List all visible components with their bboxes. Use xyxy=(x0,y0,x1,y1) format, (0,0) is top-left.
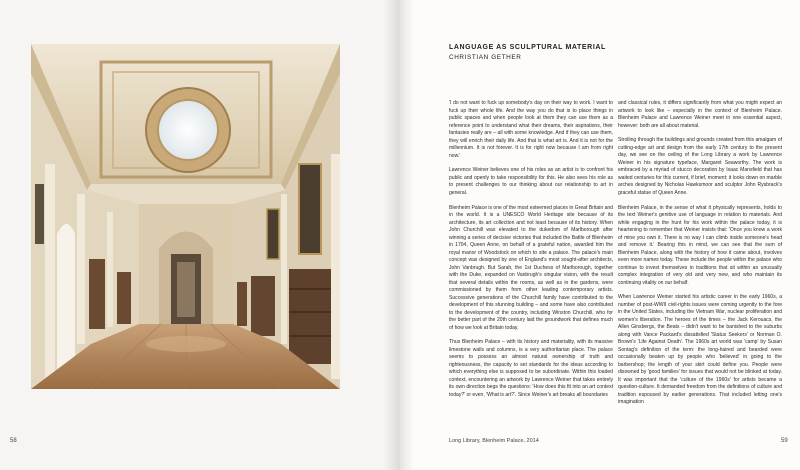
paragraph: and classical rules, it differs significantly from what you might expect an artwork to look like – especially in the context of Blenheim Palace. Blenheim Palace and Lawrence Weiner meet in one essential aspect, however: both are all about material. xyxy=(618,100,782,129)
paragraph: Blenheim Palace is one of the most esteemed places in Great Britain and in the world. It is a UNESCO World Heritage site because of its architecture, its art collection and not least because of its history. When John Churchill was elevated to the dukedom of Marlborough after winning a series of decisive victories that included the Battle of Blenheim in 1704, Queen Anne, on behalf of a grateful nation, awarded him the royal manor of Woodstock on which to site a palace. The palace's main concept was designed by one of England's most sought-after architects, John Vanbrugh. But Sarah, the 1st Duchess of Marlborough, together with the Duke, expanded on Vanbrugh's singular vision, with the result that several details within the rooms, as well as in the gardens, were commissioned by them from other leading contemporary artists. Successive generations of the Churchill family have contributed to the development of this stunning building – and some have also contributed to the development of the country, including Winston Churchill, who for the better part of the 20th century laid the groundwork that defines much of how we look at Britain today. xyxy=(449,204,613,331)
photo-caption: Long Library, Blenheim Palace, 2014 xyxy=(449,438,539,444)
article-author: CHRISTIAN GETHER xyxy=(449,54,522,61)
paragraph: 'I do not want to fuck up somebody's day on their way to work. I want to fuck up their whole life. And the way you do that is to place things in public spaces and when people look at them they can use them as a reference point to understand what their dreams, their aspirations, their fantasies really are – all with some knowledge. And if they can use them, they will enrich their daily life. And that is what art is. And it is not for the millennium. It is not forever. It is for right now because I am from right now.' xyxy=(449,100,613,159)
paragraph: Thus Blenheim Palace – with its history and materiality, with its massive limestone walls and columns, is a very authoritarian place. The palace seems to possess an almost natural ownership of truth and righteousness, the capacity to set standards for the ideas according to which everything else is supposed to be subordinate. Within this loaded context, encountering an artwork by Lawrence Weiner that takes entirely its own direction begs the questions: 'How does this fit into an art context today?' or even, 'What is art?'. Since Weiner's art breaks all boundaries xyxy=(449,339,613,398)
paragraph: Blenheim Palace, in the sense of what it physically represents, holds to the text Weiner's genitive use of language in relation to materials. And while engaging in the hunt for his work within the palace today, it is heartening to remember that Weiner insists that: 'Once you know a work of mine you own it. There is no way I can climb inside someone's head and remove it.' Bearing this in mind, we can see that the sum of Blenheim Palace, along with the history of how it came about, involves even more names today. These include the people within the palace who continue to invest themselves in traditions that sit within an unusually complex integration of very old and very new, and who maintain its continuing vitality on our behalf. xyxy=(618,204,782,286)
text-column-2 xyxy=(618,100,782,414)
paragraph: When Lawrence Weiner started his artistic career in the early 1960s, a number of post-WWII civil-rights issues were coming urgently to the fore in the United States, including the Vietnam War, nuclear proliferation and women's liberation. The heroes of the times – the Jack Kerouacs, the Allen Ginsbergs, the Beats – didn't want to be banished to the suburbs along with Vance Packard's dissatisfied 'Status Seekers' or Norman O. Brown's 'Life Against Death'. The 1960s art world was 'camp' by Susan Sontag's definition of the term: the long-haired and bearded were occasionally beaten up by people who 'believed' in going to the barbershop; the length of your skirt could define you. People were disowned by 'good families' for issues that would not be blinked at today. It was important that the 'culture of the 1960s' for artists became a question-culture. It demanded freedom from the definitions of culture and tradition espoused by earlier generations. That included letting one's imagination xyxy=(618,294,782,406)
article-heading: LANGUAGE AS SCULPTURAL MATERIAL xyxy=(449,44,606,51)
paragraph: Lawrence Weiner believes one of his roles as an artist is to confront his public and openly to take responsibility for this. He also sees his role as to present challenges to our thinking about our relationship to art in general. xyxy=(449,167,613,196)
paragraph: Strolling through the buildings and grounds created from this amalgam of cutting-edge art and design from the early 17th century to the present day, we see on the ceiling of the Long Library a work by Lawrence Weiner in his signature typeface, Margaret Seaworthy. The work is embraced by a myriad of stucco decoration by Isaac Mansfield that has waited centuries for this current, if brief, moment; it looks down on marble arches designed by Nicholas Hawksmoor and sculptor John Rysbrack's graceful statue of Queen Anne. xyxy=(618,137,782,196)
page-number-right: 59 xyxy=(781,438,788,444)
book-gutter xyxy=(384,0,414,470)
page-number-left: 58 xyxy=(10,438,17,444)
text-column-1 xyxy=(449,100,613,407)
long-library-photo xyxy=(31,44,340,389)
